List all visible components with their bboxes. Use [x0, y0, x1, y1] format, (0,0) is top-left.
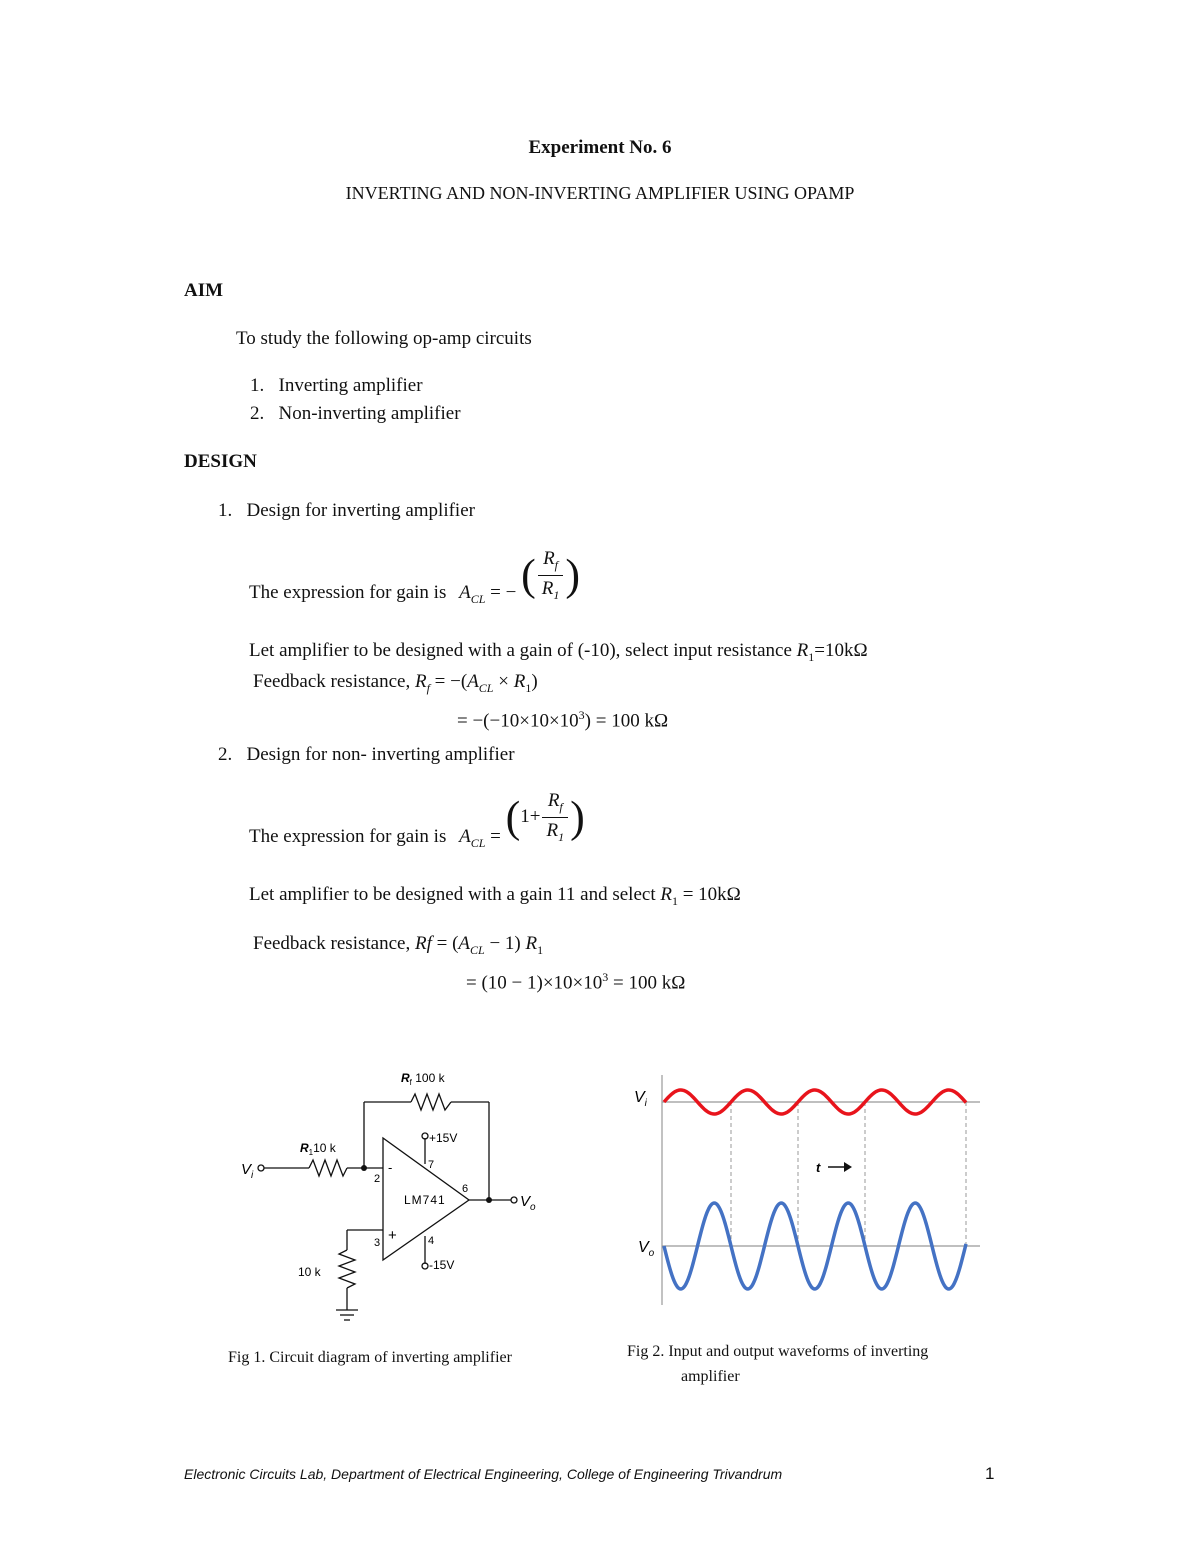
noninverting-gain-expression: The expression for gain is $A_{CL} = (1+$ $\frac{R_f}{R_1}$ ): [249, 790, 585, 850]
aim-item-1: 1. Inverting amplifier: [250, 375, 423, 396]
noninv-sign: +: [388, 1227, 397, 1244]
inverting-gain-expression: The expression for gain is $A_{CL}$ = − ( $\frac{R_f}{R_1}$ ): [249, 548, 580, 606]
rg-resistor: [339, 1250, 355, 1288]
vo-label: $V_o$: [520, 1193, 536, 1213]
r1-resistor: [309, 1160, 347, 1176]
rf-resistor: [411, 1094, 451, 1110]
waveform-plot: [628, 1070, 988, 1310]
pin-3: 3: [374, 1237, 381, 1249]
opamp-label: LM741: [404, 1193, 446, 1207]
design-item-2: 2. Design for non- inverting amplifier: [218, 744, 515, 765]
circuit-diagram: [236, 1060, 556, 1330]
inverting-calc: = $-(-10\times 10\times 10^3) = 100$ kΩ: [457, 708, 669, 732]
noninverting-calc: = $(10 - 1)\times 10\times 10^3 = 100$ kΩ: [466, 970, 686, 994]
vo-axis-label: $V_o$: [638, 1239, 655, 1259]
inverting-let-text: Let amplifier to be designed with a gain of (-10), select input resistance $R_1=10k\Omega$: [249, 640, 868, 664]
experiment-number: Experiment No. 6: [528, 137, 672, 158]
rf-label: $R_f$ 100 k: [401, 1071, 445, 1087]
design-heading: DESIGN: [184, 451, 257, 472]
fig2-caption-line2: amplifier: [681, 1368, 740, 1385]
vo-terminal: [511, 1197, 517, 1203]
noninverting-feedback: Feedback resistance, $Rf = (A_{CL} - 1)$ $R_1$: [253, 933, 544, 957]
aim-intro: To study the following op-amp circuits: [236, 328, 532, 349]
rg-label: 10 k: [298, 1265, 321, 1279]
vi-label: $V_i$: [241, 1161, 254, 1181]
page-title: INVERTING AND NON-INVERTING AMPLIFIER USING OPAMP: [345, 183, 855, 203]
pin-2: 2: [374, 1173, 381, 1185]
pin-7: 7: [428, 1159, 435, 1171]
page-number: 1: [985, 1464, 995, 1483]
vminus-label: -15V: [429, 1258, 455, 1272]
aim-item-2: 2. Non-inverting amplifier: [250, 403, 461, 424]
noninverting-let-text: Let amplifier to be designed with a gain 11 and select $R_1 = 10k\Omega$: [249, 884, 741, 908]
pin-6: 6: [462, 1183, 469, 1195]
r1-label: $R_110$ k: [300, 1141, 336, 1157]
inverting-feedback: Feedback resistance, $R_f = -(A_{CL} \times R_1)$: [253, 671, 538, 695]
vi-axis-label: $V_i$: [634, 1089, 647, 1109]
fig2-caption-line1: Fig 2. Input and output waveforms of inverting: [627, 1343, 929, 1360]
pin-4: 4: [428, 1235, 435, 1247]
time-label: t: [816, 1160, 821, 1175]
fig1-caption: Fig 1. Circuit diagram of inverting amplifier: [228, 1349, 512, 1366]
footer-text: Electronic Circuits Lab, Department of Electrical Engineering, College of Engineering Trivandrum: [184, 1466, 783, 1482]
inv-sign: -: [388, 1160, 393, 1175]
vplus-label: +15V: [429, 1131, 458, 1145]
aim-heading: AIM: [184, 280, 224, 301]
vi-terminal: [258, 1165, 264, 1171]
design-item-1: 1. Design for inverting amplifier: [218, 500, 475, 521]
time-arrow-icon: [828, 1162, 852, 1172]
